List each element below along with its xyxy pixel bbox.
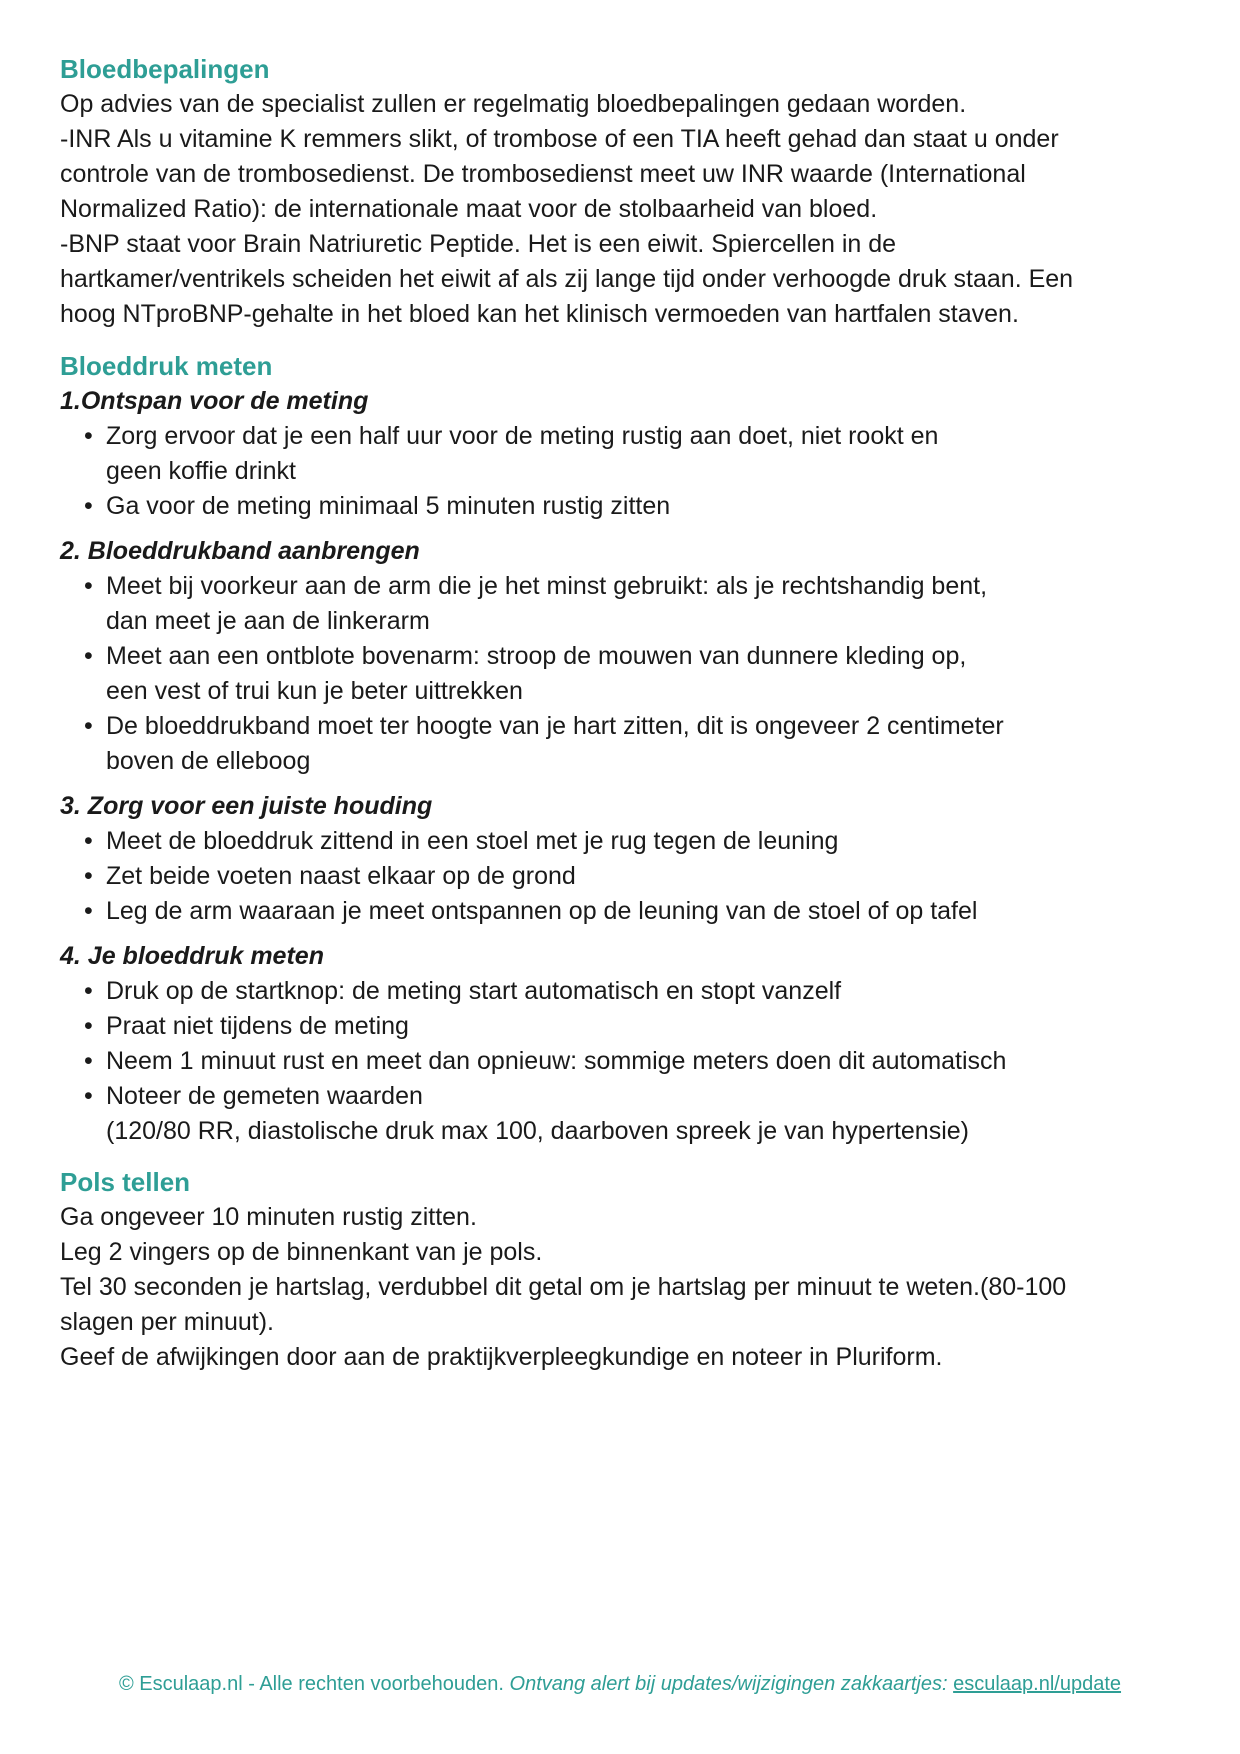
bullet-icon: •: [84, 1012, 93, 1040]
step-title: 1.Ontspan voor de meting: [60, 387, 369, 415]
list-item: [60, 489, 1190, 524]
text-line: controle van de trombosedienst. De trombosedienst meet uw INR waarde (International: [60, 160, 1026, 188]
list-item-text: Zorg ervoor dat je een half uur voor de meting rustig aan doet, niet rookt en: [106, 422, 939, 450]
step-title: 4. Je bloeddruk meten: [60, 942, 324, 970]
list-item: [60, 709, 1190, 779]
update-link[interactable]: esculaap.nl/update: [953, 1673, 1122, 1695]
list-item-text: Noteer de gemeten waarden: [106, 1082, 423, 1110]
list-item-text-cont: geen koffie drinkt: [106, 457, 296, 485]
list-item: [60, 894, 1190, 929]
step-title: 2. Bloeddrukband aanbrengen: [60, 537, 420, 565]
list-item: [60, 1044, 1190, 1079]
text-line: Geef de afwijkingen door aan de praktijkverpleegkundige en noteer in Pluriform.: [60, 1343, 943, 1371]
list-item-text: De bloeddrukband moet ter hoogte van je hart zitten, dit is ongeveer 2 centimeter: [106, 712, 1004, 740]
list-item-text: Zet beide voeten naast elkaar op de grond: [106, 862, 576, 890]
text-line: Normalized Ratio): de internationale maat voor de stolbaarheid van bloed.: [60, 195, 878, 223]
list-item-text: Ga voor de meting minimaal 5 minuten rustig zitten: [106, 492, 671, 520]
list-item-text-cont: (120/80 RR, diastolische druk max 100, daarboven spreek je van hypertensie): [106, 1117, 969, 1145]
list-item-text: Leg de arm waaraan je meet ontspannen op de leuning van de stoel of op tafel: [106, 897, 978, 925]
list-item-text-cont: boven de elleboog: [106, 747, 311, 775]
footer: [0, 1670, 1240, 1698]
bullet-icon: •: [84, 1082, 93, 1110]
bullet-icon: •: [84, 422, 93, 450]
list-item-text: Praat niet tijdens de meting: [106, 1012, 409, 1040]
text-line: Ga ongeveer 10 minuten rustig zitten.: [60, 1203, 477, 1231]
bullet-icon: •: [84, 642, 93, 670]
list-item-text: Meet bij voorkeur aan de arm die je het minst gebruikt: als je rechtshandig bent,: [106, 572, 988, 600]
section-bloeddruk-meten: [60, 349, 1190, 1149]
section-title: Pols tellen: [60, 1167, 191, 1197]
list-item: [60, 569, 1190, 639]
list-item: [60, 419, 1190, 489]
list-item: [60, 974, 1190, 1009]
text-line: Tel 30 seconden je hartslag, verdubbel dit getal om je hartslag per minuut te weten.(80-100: [60, 1273, 1067, 1301]
list-item-text: Neem 1 minuut rust en meet dan opnieuw: sommige meters doen dit automatisch: [106, 1047, 1007, 1075]
document-body: [60, 52, 1190, 1375]
text-line: slagen per minuut).: [60, 1308, 275, 1336]
step-list: [60, 569, 1190, 779]
list-item-text-cont: een vest of trui kun je beter uittrekken: [106, 677, 523, 705]
update-alert-text: Ontvang alert bij updates/wijzigingen zakkaartjes:: [509, 1673, 948, 1695]
step-list: [60, 974, 1190, 1149]
bullet-icon: •: [84, 712, 93, 740]
list-item: [60, 1009, 1190, 1044]
list-item: [60, 1079, 1190, 1149]
text-line: -BNP staat voor Brain Natriuretic Peptide. Het is een eiwit. Spiercellen in de: [60, 230, 897, 258]
list-item-text-cont: dan meet je aan de linkerarm: [106, 607, 430, 635]
section-title: Bloedbepalingen: [60, 54, 270, 84]
bullet-icon: •: [84, 572, 93, 600]
copyright-text: © Esculaap.nl - Alle rechten voorbehouden.: [118, 1673, 504, 1695]
bullet-icon: •: [84, 977, 93, 1005]
bullet-icon: •: [84, 827, 93, 855]
list-item: [60, 859, 1190, 894]
bullet-icon: •: [84, 897, 93, 925]
text-line: Leg 2 vingers op de binnenkant van je pols.: [60, 1238, 543, 1266]
text-line: Op advies van de specialist zullen er regelmatig bloedbepalingen gedaan worden.: [60, 90, 967, 118]
section-pols-tellen: [60, 1165, 1190, 1375]
section-bloedbepalingen: [60, 52, 1190, 332]
section-title: Bloeddruk meten: [60, 351, 273, 381]
list-item-text: Meet de bloeddruk zittend in een stoel met je rug tegen de leuning: [106, 827, 839, 855]
text-line: -INR Als u vitamine K remmers slikt, of trombose of een TIA heeft gehad dan staat u onder: [60, 125, 1059, 153]
step-list: [60, 419, 1190, 524]
step-title: 3. Zorg voor een juiste houding: [60, 792, 433, 820]
bullet-icon: •: [84, 1047, 93, 1075]
list-item-text: Druk op de startknop: de meting start automatisch en stopt vanzelf: [106, 977, 842, 1005]
list-item: [60, 824, 1190, 859]
text-line: hoog NTproBNP-gehalte in het bloed kan het klinisch vermoeden van hartfalen staven.: [60, 300, 1019, 328]
step-list: [60, 824, 1190, 929]
list-item: [60, 639, 1190, 709]
list-item-text: Meet aan een ontblote bovenarm: stroop de mouwen van dunnere kleding op,: [106, 642, 967, 670]
bullet-icon: •: [84, 862, 93, 890]
text-line: hartkamer/ventrikels scheiden het eiwit af als zij lange tijd onder verhoogde druk staan. Een: [60, 265, 1074, 293]
bullet-icon: •: [84, 492, 93, 520]
